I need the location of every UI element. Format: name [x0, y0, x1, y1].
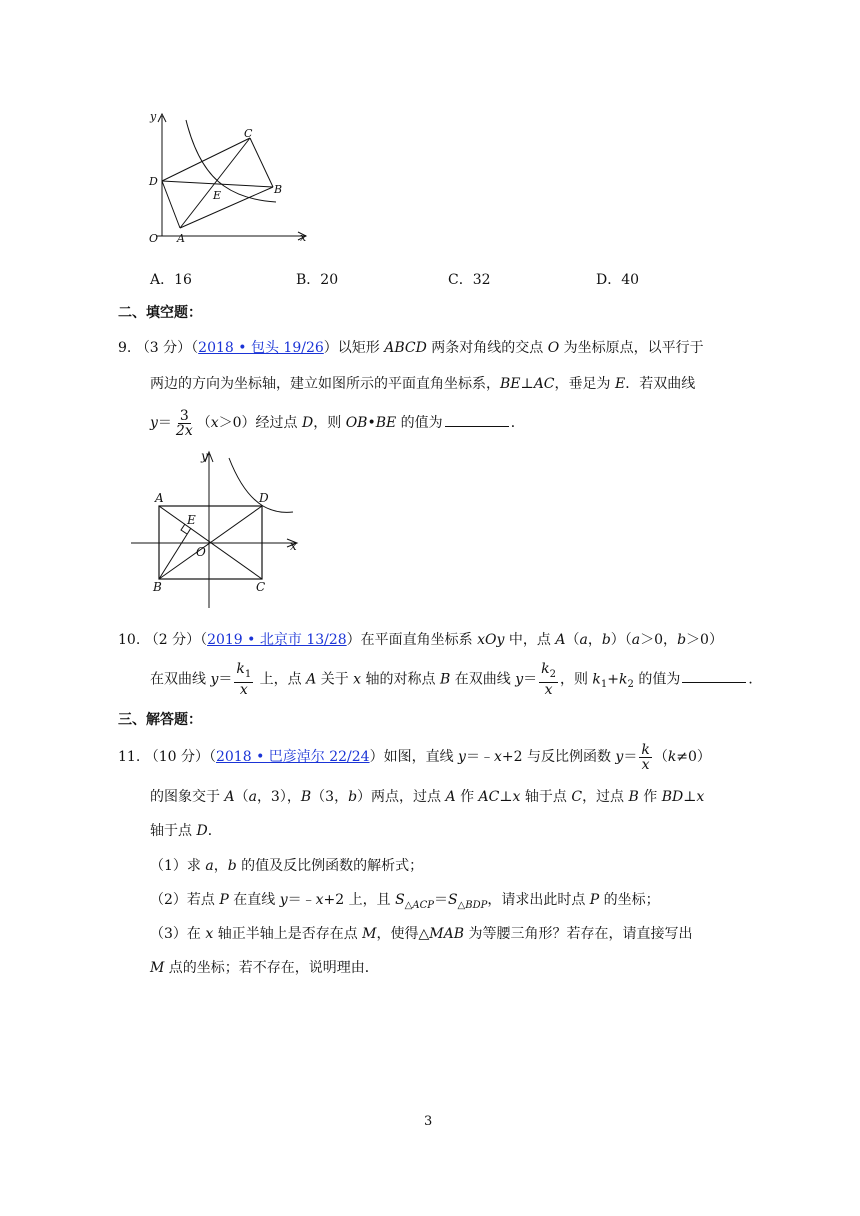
- q10-source-link[interactable]: 2019 • 北京市 13/28: [207, 632, 347, 648]
- q11-part2: （2）若点 P 在直线 y＝﹣x+2 上，且 $S_{\triangle ACP}=S_{\triangle BDP}$，请求出此时点 P 的坐标；: [150, 892, 660, 911]
- figure-q8: [140, 108, 320, 248]
- label-e: E: [213, 189, 222, 202]
- fraction-3-over-2x: $\frac{3}{2x}$: [175, 407, 193, 439]
- figure-q9: [125, 446, 310, 612]
- label-o: O: [149, 232, 159, 245]
- segment-da: [162, 181, 180, 228]
- answer-blank-q10[interactable]: [682, 668, 746, 683]
- q10-line2: 在双曲线 y＝ $\frac{k_1}{x}$ 上，点 A 关于 x 轴的对称点 B 在双曲线 y＝ $\frac{k_2}{x}$ ，则 $k_1+k_2$ 的值为 ．: [150, 661, 763, 698]
- segment-bc: [250, 138, 273, 187]
- fraction-k-over-x: $\frac{k}{x}$: [641, 741, 650, 773]
- segment-be: [159, 528, 191, 579]
- q9-line2: 两边的方向为坐标轴，建立如图所示的平面直角坐标系，BE⊥AC，垂足为 E．若双曲线: [150, 376, 696, 392]
- q10-line1: 10. （2 分）（2019 • 北京市 13/28）在平面直角坐标系 xOy 中，点 A（a，b）（a＞0，b＞0）: [118, 632, 723, 648]
- fraction-k2-over-x: $\frac{k_2}{x}$: [541, 661, 556, 698]
- answer-blank-q9[interactable]: [445, 412, 509, 427]
- q9-line3: y＝ $\frac{3}{2x}$ （x＞0）经过点 D，则 OB•BE 的值为 ．: [150, 407, 525, 439]
- option-b: B．20: [296, 272, 339, 288]
- label-c: C: [256, 580, 266, 594]
- label-b: B: [274, 183, 283, 196]
- label-x: x: [300, 231, 307, 244]
- q9-source-link[interactable]: 2018 • 包头 19/26: [198, 340, 324, 356]
- label-e: E: [187, 513, 196, 527]
- q11-line3: 轴于点 D．: [150, 823, 222, 839]
- q11-line2: 的图象交于 A（a，3），B（3，b）两点，过点 A 作 AC⊥x 轴于点 C，过点 B 作 BD⊥x: [150, 789, 705, 805]
- option-a: A．16: [150, 272, 192, 288]
- page-number: 3: [424, 1114, 433, 1129]
- label-d: D: [259, 491, 269, 505]
- hyperbola-curve: [186, 120, 276, 202]
- fraction-k1-over-x: $\frac{k_1}{x}$: [236, 661, 252, 698]
- label-y: y: [201, 449, 208, 463]
- label-o: O: [196, 545, 206, 559]
- section-title-answer: 三、解答题：: [118, 712, 202, 728]
- q11-part3: （3）在 x 轴正半轴上是否存在点 M，使得△MAB 为等腰三角形？若存在，请直接写出: [150, 926, 693, 942]
- label-d: D: [149, 175, 158, 188]
- segment-cd: [162, 138, 250, 181]
- diagonal-db: [162, 181, 273, 187]
- q11-source-link[interactable]: 2018 • 巴彦淖尔 22/24: [215, 749, 370, 765]
- label-a: A: [155, 491, 164, 505]
- q11-part3-cont: M 点的坐标；若不存在，说明理由．: [150, 960, 379, 976]
- q9-line1: 9. （3 分）（2018 • 包头 19/26）以矩形 ABCD 两条对角线的交点 O 为坐标原点，以平行于: [118, 340, 704, 356]
- label-c: C: [244, 127, 253, 140]
- label-a: A: [177, 232, 185, 245]
- label-y: y: [150, 110, 157, 123]
- label-x: x: [290, 539, 297, 553]
- label-b: B: [153, 580, 162, 594]
- option-d: D．40: [596, 272, 640, 288]
- section-title-fill-in: 二、填空题：: [118, 305, 202, 321]
- q11-line1: 11. （10 分）（2018 • 巴彦淖尔 22/24）如图，直线 y＝﹣x+2 与反比例函数 y＝ $\frac{k}{x}$ （k≠0）: [118, 741, 711, 773]
- option-c: C．32: [448, 272, 491, 288]
- segment-ab: [180, 187, 273, 228]
- q11-part1: （1）求 a，b 的值及反比例函数的解析式；: [150, 858, 424, 874]
